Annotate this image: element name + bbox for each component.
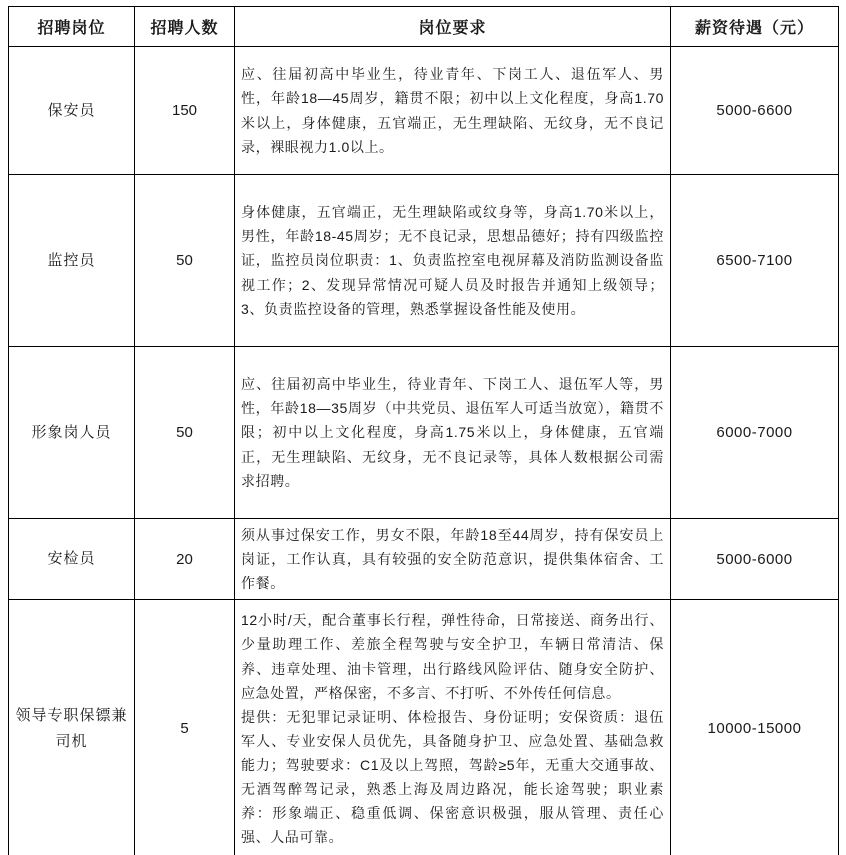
cell-count: 50 — [135, 175, 235, 347]
table-row — [9, 600, 839, 855]
cell-salary: 5000-6000 — [671, 519, 839, 600]
recruitment-table — [8, 6, 839, 855]
requirement-paragraph: 须从事过保安工作，男女不限，年龄18至44周岁，持有保安员上岗证，工作认真，具有较强的安全防范意识，提供集体宿舍、工作餐。 — [241, 527, 664, 592]
cell-post: 领导专职保镖兼司机 — [9, 600, 135, 855]
table-row — [9, 47, 839, 175]
cell-requirements — [235, 600, 671, 855]
cell-salary: 10000-15000 — [671, 600, 839, 855]
table-header — [9, 7, 839, 47]
table-row — [9, 347, 839, 519]
requirement-paragraph: 应、往届初高中毕业生，待业青年、下岗工人、退伍军人、男性，年龄18—45周岁，籍贯不限；初中以上文化程度，身高1.70米以上，身体健康，五官端正，无生理缺陷、无纹身，无不良记录，裸眼视力1.0以上。 — [241, 66, 664, 155]
cell-count: 5 — [135, 600, 235, 855]
table-row — [9, 175, 839, 347]
cell-count: 150 — [135, 47, 235, 175]
cell-salary: 6000-7000 — [671, 347, 839, 519]
requirement-paragraph: 身体健康，五官端正，无生理缺陷或纹身等，身高1.70米以上，男性，年龄18-45周岁；无不良记录，思想品德好；持有四级监控证，监控员岗位职责：1、负责监控室电视屏幕及消防监测设备监视工作；2、发现异常情况可疑人员及时报告并通知上级领导；3、负责监控设备的管理，熟悉掌握设备性能及使用。 — [241, 204, 664, 317]
cell-salary: 5000-6600 — [671, 47, 839, 175]
cell-post: 形象岗人员 — [9, 347, 135, 519]
cell-requirements — [235, 175, 671, 347]
column-header-salary: 薪资待遇（元） — [671, 7, 839, 47]
table-header-row — [9, 7, 839, 47]
table-body — [9, 47, 839, 855]
cell-post: 监控员 — [9, 175, 135, 347]
cell-requirements — [235, 47, 671, 175]
table-row — [9, 519, 839, 600]
cell-salary: 6500-7100 — [671, 175, 839, 347]
requirement-paragraph: 提供：无犯罪记录证明、体检报告、身份证明；安保资质：退伍军人、专业安保人员优先，具备随身护卫、应急处置、基础急救能力；驾驶要求：C1及以上驾照，驾龄≥5年，无重大交通事故、无酒驾醉驾记录，熟悉上海及周边路况，能长途驾驶；职业素养：形象端正、稳重低调、保密意识极强，服从管理、责任心强、人品可靠。 — [241, 708, 664, 846]
requirement-paragraph: 应、往届初高中毕业生，待业青年、下岗工人、退伍军人等，男性，年龄18—35周岁（中共党员、退伍军人可适当放宽），籍贯不限；初中以上文化程度，身高1.75米以上，身体健康，五官端正，无生理缺陷、无纹身，无不良记录等，具体人数根据公司需求招聘。 — [241, 376, 664, 489]
column-header-post: 招聘岗位 — [9, 7, 135, 47]
cell-post: 保安员 — [9, 47, 135, 175]
cell-requirements — [235, 347, 671, 519]
column-header-requirements: 岗位要求 — [235, 7, 671, 47]
requirement-paragraph: 12小时/天，配合董事长行程，弹性待命，日常接送、商务出行、少量助理工作、差旅全程驾驶与安全护卫，车辆日常清洁、保养、违章处理、油卡管理，出行路线风险评估、随身安全防护、应急处置，严格保密，不多言、不打听、不外传任何信息。 — [241, 612, 664, 701]
cell-count: 20 — [135, 519, 235, 600]
cell-requirements — [235, 519, 671, 600]
cell-count: 50 — [135, 347, 235, 519]
cell-post: 安检员 — [9, 519, 135, 600]
column-header-count: 招聘人数 — [135, 7, 235, 47]
